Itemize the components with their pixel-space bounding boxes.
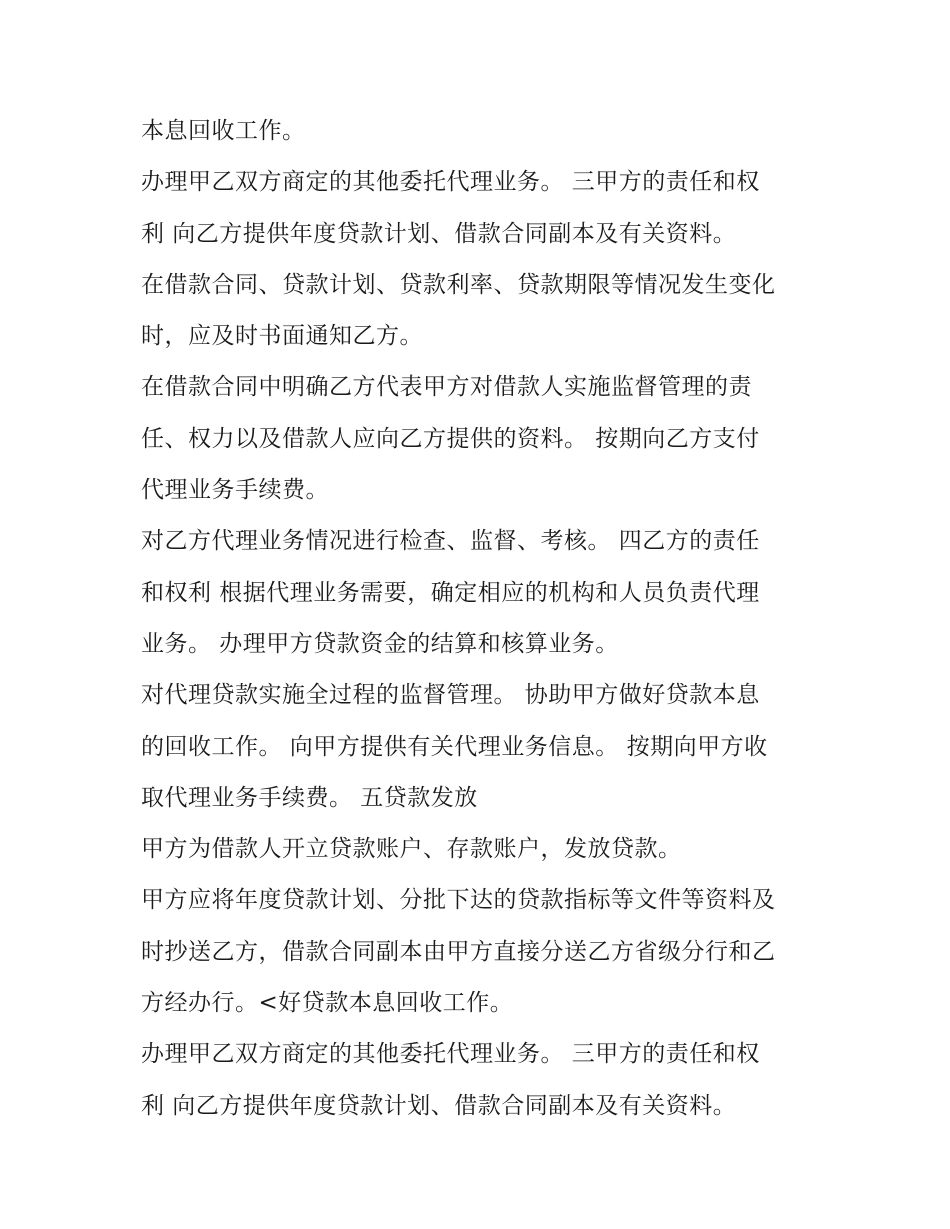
- text-line: 时，应及时书面通知乙方。: [141, 323, 423, 350]
- text-line: 对乙方代理业务情况进行检查、监督、考核。 四乙方的责任: [141, 528, 760, 555]
- text-line: 任、权力以及借款人应向乙方提供的资料。 按期向乙方支付: [141, 425, 760, 452]
- text-line: 的回收工作。 向甲方提供有关代理业务信息。 按期向甲方收: [141, 733, 768, 760]
- text-line: 方经办行。<好贷款本息回收工作。: [141, 990, 514, 1017]
- text-line: 业务。 办理甲方贷款资金的结算和核算业务。: [141, 630, 619, 657]
- text-line: 利 向乙方提供年度贷款计划、借款合同副本及有关资料。: [141, 220, 737, 247]
- text-line: 利 向乙方提供年度贷款计划、借款合同副本及有关资料。: [141, 1092, 737, 1119]
- text-line: 代理业务手续费。: [141, 477, 329, 504]
- text-line: 甲方应将年度贷款计划、分批下达的贷款指标等文件等资料及: [141, 887, 776, 914]
- text-line: 本息回收工作。: [141, 118, 306, 144]
- text-line: 在借款合同中明确乙方代表甲方对借款人实施监督管理的责: [141, 374, 752, 401]
- text-line: 办理甲乙双方商定的其他委托代理业务。 三甲方的责任和权: [141, 169, 760, 196]
- text-line: 办理甲乙双方商定的其他委托代理业务。 三甲方的责任和权: [141, 1041, 760, 1068]
- text-line: 对代理贷款实施全过程的监督管理。 协助甲方做好贷款本息: [141, 682, 760, 709]
- text-line: 在借款合同、贷款计划、贷款利率、贷款期限等情况发生变化: [141, 271, 776, 298]
- document-body: [141, 106, 821, 1132]
- text-line: 取代理业务手续费。 五贷款发放: [141, 784, 478, 811]
- text-line: 甲方为借款人开立贷款账户、存款账户，发放贷款。: [141, 836, 682, 863]
- text-line: 和权利 根据代理业务需要，确定相应的机构和人员负责代理: [141, 579, 760, 606]
- text-line: 时抄送乙方，借款合同副本由甲方直接分送乙方省级分行和乙: [141, 938, 776, 965]
